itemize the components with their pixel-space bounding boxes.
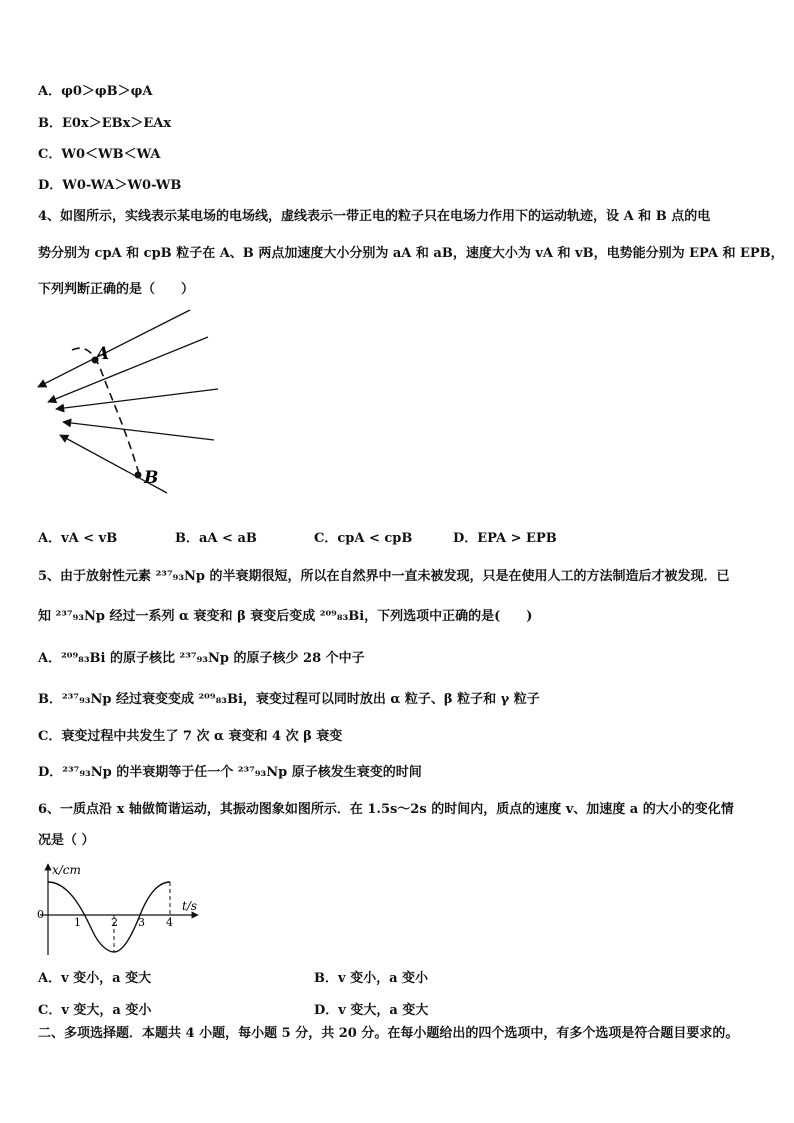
q4-stem-line3: 下列判断正确的是（ ） [38, 282, 195, 297]
q6-stem-line2: 况是（ ） [38, 833, 95, 848]
q5-option-d: D．²³⁷₉₃Np 的半衰期等于任一个 ²³⁷₉₃Np 原子核发生衰变的时间 [38, 765, 422, 780]
graph-tick-2: 2 [111, 916, 118, 929]
q4-option-c: C．cpA < cpB [314, 531, 413, 546]
q6-option-c: C．v 变大，a 变小 [38, 1003, 152, 1018]
q4-option-b: B．aA < aB [175, 531, 257, 546]
section-2-heading: 二、多项选择题．本题共 4 小题，每小题 5 分，共 20 分。在每小题给出的四个选项中，有多个选项是符合题目要求的。 [38, 1026, 739, 1041]
graph-tick-1: 1 [74, 916, 81, 929]
q5-option-a: A．²⁰⁹₈₃Bi 的原子核比 ²³⁷₉₃Np 的原子核少 28 个中子 [38, 651, 365, 666]
graph-y-label: x/cm [52, 863, 81, 877]
q6-option-d: D．v 变大，a 变大 [314, 1003, 429, 1018]
q4-field-line-figure [30, 305, 230, 505]
graph-tick-4: 4 [166, 916, 173, 929]
q6-vibration-graph [30, 860, 210, 960]
graph-origin: 0 [37, 908, 44, 921]
graph-x-label: t/s [182, 899, 198, 913]
q3-option-c: C．W0＜WB＜WA [38, 147, 161, 162]
q5-stem-line2: 知 ²³⁷₉₃Np 经过一系列 α 衰变和 β 衰变后变成 ²⁰⁹₈₃Bi，下列选项中正确的是( ) [38, 609, 533, 624]
q6-stem-line1: 6、一质点沿 x 轴做简谐运动，其振动图象如图所示．在 1.5s～2s 的时间内，质点的速度 v、加速度 a 的大小的变化情 [38, 802, 734, 817]
q6-option-b: B．v 变小，a 变小 [314, 971, 429, 986]
q5-option-c: C．衰变过程中共发生了 7 次 α 衰变和 4 次 β 衰变 [38, 729, 343, 744]
q4-stem-line1: 4、如图所示，实线表示某电场的电场线，虚线表示一带正电的粒子只在电场力作用下的运动轨迹，设 A 和 B 点的电 [38, 209, 711, 224]
point-b-label: B [144, 468, 159, 488]
graph-tick-3: 3 [138, 916, 145, 929]
q6-option-a: A．v 变小，a 变大 [38, 971, 152, 986]
q3-option-b: B．E0x＞EBx＞EAx [38, 116, 172, 131]
q5-option-b: B．²³⁷₉₃Np 经过衰变变成 ²⁰⁹₈₃Bi，衰变过程可以同时放出 α 粒子、β 粒子和 γ 粒子 [38, 692, 540, 707]
q4-option-a: A．vA < vB [38, 531, 118, 546]
q3-option-a: A．φ0＞φB＞φA [38, 84, 153, 99]
q4-option-d: D．EPA > EPB [453, 531, 557, 546]
q5-stem-line1: 5、由于放射性元素 ²³⁷₉₃Np 的半衰期很短，所以在自然界中一直未被发现，只是在使用人工的方法制造后才被发现．已 [38, 569, 730, 584]
point-a-label: A [96, 344, 110, 364]
q4-stem-line2: 势分别为 cpA 和 cpB 粒子在 A、B 两点加速度大小分别为 aA 和 aB，速度大小为 vA 和 vB，电势能分别为 EPA 和 EPB， [38, 246, 784, 261]
q3-option-d: D．W0-WA＞W0-WB [38, 178, 182, 193]
